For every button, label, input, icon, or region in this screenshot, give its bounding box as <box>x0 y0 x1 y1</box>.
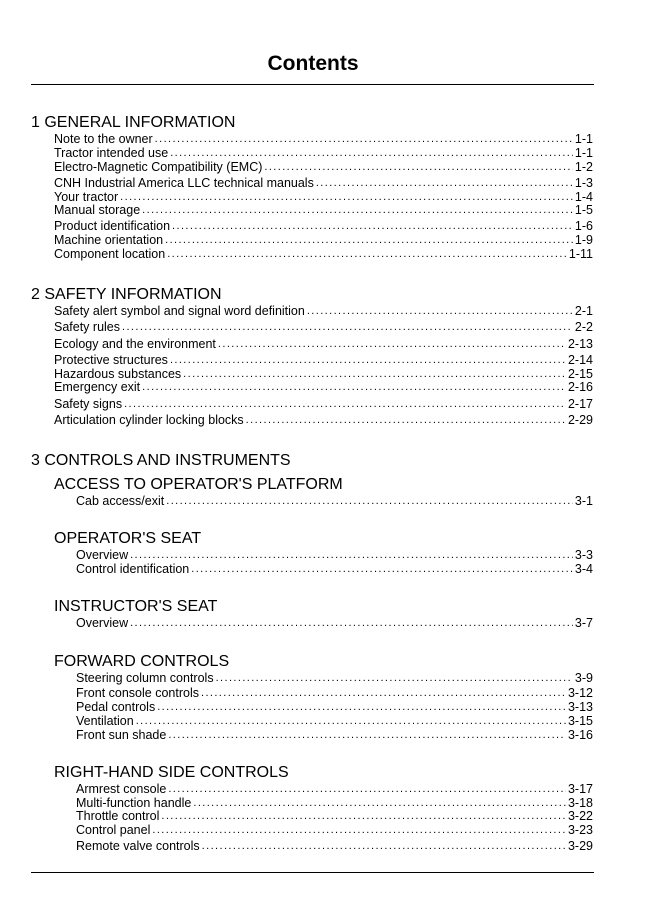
toc-entry-label: Articulation cylinder locking blocks <box>54 413 244 427</box>
leader-dots <box>157 700 566 714</box>
toc-entry[interactable] <box>54 219 593 233</box>
toc-entry-page: 3-13 <box>567 700 593 714</box>
toc-entry-page: 3-23 <box>567 823 593 837</box>
toc-entry-label: CNH Industrial America LLC technical manuals <box>54 176 314 190</box>
toc-entry[interactable] <box>76 728 593 742</box>
toc-entry-label: Overview <box>76 548 129 562</box>
toc-entry-label: Machine orientation <box>54 233 164 247</box>
toc-entry[interactable] <box>76 562 593 576</box>
toc-entry[interactable] <box>76 839 593 853</box>
toc-entry[interactable] <box>54 203 593 217</box>
leader-dots <box>136 714 566 728</box>
toc-entry[interactable] <box>54 233 593 247</box>
leader-dots <box>142 203 573 217</box>
section-heading: ACCESS TO OPERATOR'S PLATFORM <box>54 476 343 493</box>
toc-entry-label: Cab access/exit <box>76 494 165 508</box>
toc-entry-label: Steering column controls <box>76 671 214 685</box>
leader-dots <box>218 337 566 351</box>
section-heading: RIGHT-HAND SIDE CONTROLS <box>54 764 289 781</box>
leader-dots <box>172 219 573 233</box>
toc-entry-page: 2-1 <box>574 304 593 318</box>
toc-entry-page: 2-13 <box>567 337 593 351</box>
toc-entry-page: 3-12 <box>567 686 593 700</box>
leader-dots <box>168 782 566 796</box>
toc-entry-page: 3-18 <box>567 796 593 810</box>
toc-entry-label: Remote valve controls <box>76 839 200 853</box>
toc-entry[interactable] <box>76 616 593 630</box>
toc-entry-page: 1-2 <box>574 160 593 174</box>
top-divider <box>31 84 594 85</box>
toc-entry[interactable] <box>76 782 593 796</box>
toc-entry-page: 2-29 <box>567 413 593 427</box>
toc-entry-page: 1-5 <box>574 203 593 217</box>
toc-entry[interactable] <box>54 160 593 174</box>
toc-entry[interactable] <box>54 304 593 318</box>
toc-entry[interactable] <box>54 132 593 146</box>
toc-entry[interactable] <box>76 548 593 562</box>
leader-dots <box>166 494 573 508</box>
toc-entry[interactable] <box>76 714 593 728</box>
toc-entry-page: 3-17 <box>567 782 593 796</box>
toc-entry[interactable] <box>54 353 593 367</box>
toc-entry-page: 1-6 <box>574 219 593 233</box>
toc-entry-label: Component location <box>54 247 166 261</box>
leader-dots <box>130 616 573 630</box>
toc-entry-page: 1-1 <box>574 132 593 146</box>
toc-entry-label: Safety signs <box>54 397 123 411</box>
leader-dots <box>170 146 573 160</box>
toc-entry[interactable] <box>76 809 593 823</box>
toc-entry-label: Armrest console <box>76 782 167 796</box>
toc-entry-label: Hazardous substances <box>54 367 182 381</box>
toc-entry[interactable] <box>54 413 593 427</box>
section-heading: INSTRUCTOR'S SEAT <box>54 598 218 615</box>
toc-entry-page: 1-11 <box>568 247 593 261</box>
toc-entry-label: Your tractor <box>54 190 119 204</box>
toc-entry-page: 3-3 <box>574 548 593 562</box>
toc-entry[interactable] <box>54 190 593 204</box>
chapter-heading: 3 CONTROLS AND INSTRUMENTS <box>31 452 291 469</box>
toc-entry-page: 3-16 <box>567 728 593 742</box>
toc-entry-page: 3-7 <box>574 616 593 630</box>
leader-dots <box>307 304 573 318</box>
toc-entry-label: Tractor intended use <box>54 146 169 160</box>
leader-dots <box>155 132 573 146</box>
leader-dots <box>193 796 566 810</box>
leader-dots <box>130 548 573 562</box>
leader-dots <box>124 397 566 411</box>
toc-entry-label: Safety rules <box>54 320 121 334</box>
toc-entry-page: 2-14 <box>567 353 593 367</box>
toc-entry-page: 3-15 <box>567 714 593 728</box>
toc-entry-page: 3-29 <box>567 839 593 853</box>
leader-dots <box>183 367 566 381</box>
toc-entry-label: Control identification <box>76 562 190 576</box>
toc-entry-page: 3-9 <box>574 671 593 685</box>
toc-entry[interactable] <box>54 176 593 190</box>
toc-entry[interactable] <box>76 671 593 685</box>
toc-entry[interactable] <box>76 686 593 700</box>
page-title: Contents <box>267 52 359 75</box>
toc-entry-page: 1-1 <box>574 146 593 160</box>
leader-dots <box>120 190 573 204</box>
toc-entry-page: 1-3 <box>574 176 593 190</box>
leader-dots <box>201 686 566 700</box>
toc-entry-label: Ventilation <box>76 714 134 728</box>
leader-dots <box>191 562 573 576</box>
toc-entry[interactable] <box>54 367 593 381</box>
section-heading: FORWARD CONTROLS <box>54 653 230 670</box>
toc-entry-label: Throttle control <box>76 809 160 823</box>
toc-entry-label: Note to the owner <box>54 132 153 146</box>
toc-entry-page: 3-4 <box>574 562 593 576</box>
toc-entry[interactable] <box>54 320 593 334</box>
toc-entry-page: 2-17 <box>567 397 593 411</box>
toc-entry[interactable] <box>76 823 593 837</box>
leader-dots <box>316 176 573 190</box>
toc-entry[interactable] <box>76 494 593 508</box>
leader-dots <box>167 247 567 261</box>
leader-dots <box>202 839 566 853</box>
leader-dots <box>246 413 566 427</box>
toc-entry-label: Manual storage <box>54 203 141 217</box>
toc-entry-label: Emergency exit <box>54 380 141 394</box>
toc-entry[interactable] <box>76 700 593 714</box>
toc-entry-page: 1-4 <box>574 190 593 204</box>
toc-entry-page: 2-16 <box>567 380 593 394</box>
toc-entry-label: Pedal controls <box>76 700 156 714</box>
toc-entry[interactable] <box>54 397 593 411</box>
toc-entry-label: Front sun shade <box>76 728 167 742</box>
leader-dots <box>152 823 566 837</box>
leader-dots <box>122 320 573 334</box>
toc-entry[interactable] <box>54 337 593 351</box>
toc-entry-label: Front console controls <box>76 686 199 700</box>
toc-entry-label: Safety alert symbol and signal word definition <box>54 304 305 318</box>
leader-dots <box>161 809 566 823</box>
chapter-heading: 1 GENERAL INFORMATION <box>31 114 236 131</box>
toc-entry-label: Protective structures <box>54 353 168 367</box>
toc-entry-page: 3-1 <box>574 494 593 508</box>
leader-dots <box>142 380 566 394</box>
toc-entry[interactable] <box>54 146 593 160</box>
toc-entry-page: 2-2 <box>574 320 593 334</box>
toc-entry-label: Product identification <box>54 219 171 233</box>
toc-entry-page: 1-9 <box>574 233 593 247</box>
toc-entry[interactable] <box>54 380 593 394</box>
leader-dots <box>165 233 573 247</box>
leader-dots <box>264 160 573 174</box>
toc-entry-label: Electro-Magnetic Compatibility (EMC) <box>54 160 263 174</box>
leader-dots <box>168 728 566 742</box>
bottom-divider <box>31 872 594 873</box>
toc-entry[interactable] <box>76 796 593 810</box>
chapter-heading: 2 SAFETY INFORMATION <box>31 286 222 303</box>
toc-entry-label: Overview <box>76 616 129 630</box>
leader-dots <box>170 353 566 367</box>
toc-entry-page: 3-22 <box>567 809 593 823</box>
toc-entry-label: Control panel <box>76 823 151 837</box>
toc-entry-page: 2-15 <box>567 367 593 381</box>
toc-entry[interactable] <box>54 247 593 261</box>
leader-dots <box>216 671 573 685</box>
toc-entry-label: Ecology and the environment <box>54 337 216 351</box>
toc-entry-label: Multi-function handle <box>76 796 192 810</box>
section-heading: OPERATOR'S SEAT <box>54 530 202 547</box>
